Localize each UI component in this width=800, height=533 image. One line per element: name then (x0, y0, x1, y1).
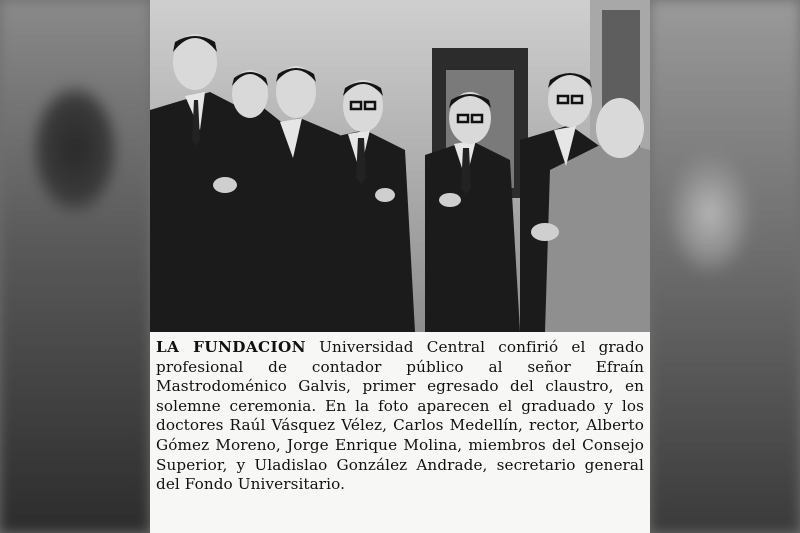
caption-body: Universidad Central confirió el grado profesional de contador público al señor Efraín Mastrodoménico Galvis, primer egresado del claustro, en solemne ceremonia. En la foto aparecen el graduado y los doctores Raúl Vásquez Vélez, Carlos Medellín, rector, Alberto Gómez Moreno, Jorge Enrique Molina, miembros del Consejo Superior, y Uladislao González Andrade, secretario general del Fondo Universitario. (156, 338, 645, 494)
blurred-backdrop-right (650, 0, 800, 533)
group-photo (150, 0, 650, 332)
group-photo-illustration (150, 0, 650, 332)
blurred-backdrop-left (0, 0, 150, 533)
photo-caption (156, 338, 644, 528)
newspaper-clipping (150, 0, 650, 533)
caption-lead: LA FUNDACION (156, 338, 306, 356)
